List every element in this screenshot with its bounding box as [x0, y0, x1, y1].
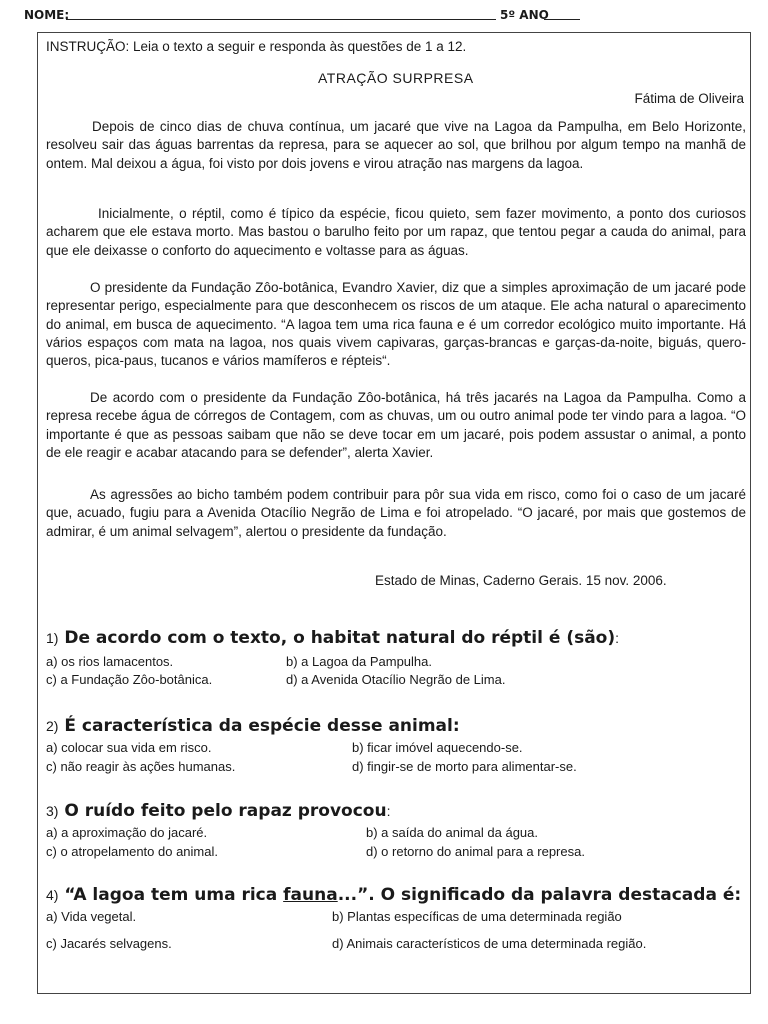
q1-option-d[interactable]: d) a Avenida Otacílio Negrão de Lima.	[286, 672, 506, 687]
paragraph-3: O presidente da Fundação Zôo-botânica, Evandro Xavier, diz que a simples aproximação de um jacaré pode representar perigo, especialmente para que desconhecem os riscos de um ataque. Ele acha natural o aparecimento do animal, em busca de aquecimento. “A lagoa tem uma rica fauna e é um corredor ecológico muito importante. Há vários espaços com mata na lagoa, nos quais vivem capivaras, garças-brancas e garças-da-noite, biguás, quero-queros, pica-paus, tucanos e vários mamíferos e répteis“.	[46, 280, 746, 369]
text-author: Fátima de Oliveira	[634, 91, 744, 106]
question-1: 1) De acordo com o texto, o habitat natural do réptil é (são):	[46, 628, 620, 648]
grade-blank-line[interactable]	[544, 19, 580, 20]
name-blank-line[interactable]	[66, 19, 496, 20]
paragraph-2: Inicialmente, o réptil, como é típico da espécie, ficou quieto, sem fazer movimento, a ponto dos curiosos acharem que ele estava morto. Mas bastou o barulho feito por um rapaz, que tentou pegar a cauda do animal, para que ele deixasse o conforto do aquecimento e voltasse para as águas.	[46, 206, 746, 258]
q2-option-b[interactable]: b) ficar imóvel aquecendo-se.	[352, 740, 523, 755]
paragraph-1: Depois de cinco dias de chuva contínua, um jacaré que vive na Lagoa da Pampulha, em Belo Horizonte, resolveu sair das águas barrentas da represa, para se aquecer ao sol, que brilhou por algum tempo na manhã de ontem. Mal deixou a água, foi visto por dois jovens e virou atração nas margens da lagoa.	[46, 119, 746, 171]
paragraph-4: De acordo com o presidente da Fundação Zôo-botânica, há três jacarés na Lagoa da Pampulha. Como a represa recebe água de córregos de Contagem, com as chuvas, um ou outro animal pode ter vindo para a lagoa. “O importante é que as pessoas saibam que não se deve tocar em um jacaré, pois podem assustar o animal, a ponto de ele reagir e acabar atacando para se defender”, alerta Xavier.	[46, 390, 746, 460]
question-3: 3) O ruído feito pelo rapaz provocou:	[46, 801, 391, 821]
question-4-prompt-start: “A lagoa tem uma rica	[64, 885, 284, 905]
q1-option-c[interactable]: c) a Fundação Zôo-botânica.	[46, 672, 213, 687]
q3-option-a[interactable]: a) a aproximação do jacaré.	[46, 825, 208, 840]
question-4-prompt-end: ...”. O significado da palavra destacada é:	[337, 885, 742, 905]
question-2: 2) É característica da espécie desse animal:	[46, 716, 460, 736]
q3-option-b[interactable]: b) a saída do animal da água.	[366, 825, 539, 840]
question-2-prompt: É característica da espécie desse animal:	[64, 716, 460, 736]
q2-option-d[interactable]: d) fingir-se de morto para alimentar-se.	[352, 759, 577, 774]
name-label: NOME:	[24, 8, 70, 22]
text-source: Estado de Minas, Caderno Gerais. 15 nov. 2006.	[375, 573, 667, 588]
student-header	[0, 8, 768, 26]
q3-option-c[interactable]: c) o atropelamento do animal.	[46, 844, 218, 859]
paragraph-5: As agressões ao bicho também podem contribuir para pôr sua vida em risco, como foi o caso de um jacaré que, acuado, fugiu para a Avenida Otacílio Negrão de Lima e foi atropelado. “O jacaré, por mais que gostemos de admirar, é um animal selvagem”, alertou o presidente da fundação.	[46, 487, 746, 539]
q4-option-c[interactable]: c) Jacarés selvagens.	[46, 936, 172, 951]
instruction: INSTRUÇÃO: Leia o texto a seguir e responda às questões de 1 a 12.	[46, 39, 467, 54]
q2-option-a[interactable]: a) colocar sua vida em risco.	[46, 740, 212, 755]
question-1-prompt: De acordo com o texto, o habitat natural do réptil é (são)	[64, 628, 616, 648]
q3-option-d[interactable]: d) o retorno do animal para a represa.	[366, 844, 585, 859]
text-title: ATRAÇÃO SURPRESA	[318, 70, 474, 86]
q4-option-b[interactable]: b) Plantas específicas de uma determinada região	[332, 909, 622, 924]
grade-label: 5º ANO	[500, 8, 549, 22]
q2-option-c[interactable]: c) não reagir às ações humanas.	[46, 759, 236, 774]
q1-option-a[interactable]: a) os rios lamacentos.	[46, 654, 174, 669]
q4-option-d[interactable]: d) Animais característicos de uma determinada região.	[332, 936, 647, 951]
q1-option-b[interactable]: b) a Lagoa da Pampulha.	[286, 654, 432, 669]
q4-option-a[interactable]: a) Vida vegetal.	[46, 909, 137, 924]
question-3-prompt: O ruído feito pelo rapaz provocou	[64, 801, 387, 821]
question-4: 4) “A lagoa tem uma rica fauna...”. O significado da palavra destacada é:	[46, 885, 742, 905]
question-4-highlighted-word: fauna	[283, 885, 338, 905]
